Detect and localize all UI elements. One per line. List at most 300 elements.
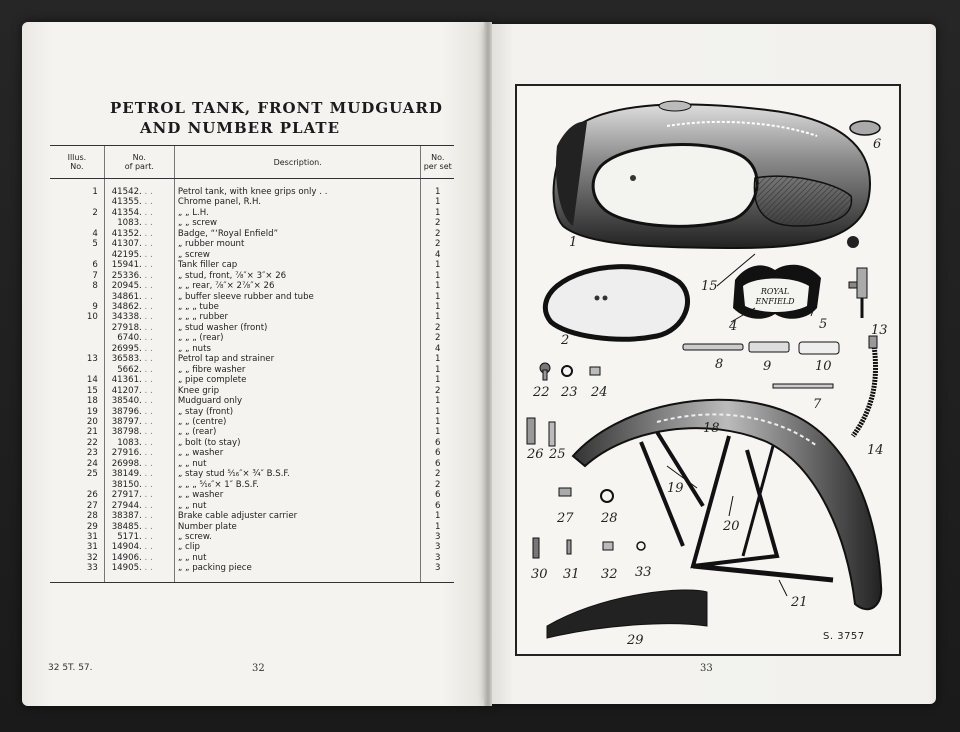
callout-label: 15 bbox=[701, 279, 718, 294]
part-no-cell: 27916. . . bbox=[104, 448, 174, 458]
part-no-cell: 38150. . . bbox=[104, 480, 174, 490]
illus-no-cell-value: 2 bbox=[92, 207, 98, 218]
per-set-cell-value: 1 bbox=[435, 281, 441, 292]
table-row bbox=[50, 511, 454, 521]
description-cell-value: „ „ nut bbox=[177, 458, 207, 469]
part-no-cell: 14904. . . bbox=[104, 542, 174, 552]
illus-no-cell-value: 22 bbox=[86, 437, 98, 448]
part-number-value: 34861. bbox=[111, 291, 142, 302]
description-cell bbox=[174, 522, 421, 532]
per-set-cell bbox=[421, 427, 454, 437]
callout-label: 4 bbox=[729, 319, 738, 334]
per-set-cell bbox=[421, 292, 454, 302]
per-set-cell bbox=[421, 281, 454, 291]
part-no-cell: 14906. . . bbox=[104, 553, 174, 563]
description-cell-value: „ „ screw bbox=[177, 218, 218, 229]
stud-front-drawing bbox=[683, 344, 743, 350]
description-cell bbox=[174, 480, 421, 490]
description-cell bbox=[174, 271, 421, 281]
petrol-tap-drawing bbox=[849, 268, 877, 436]
description-cell bbox=[174, 218, 421, 228]
per-set-cell bbox=[421, 490, 454, 500]
per-set-cell-value: 2 bbox=[435, 385, 441, 396]
per-set-cell bbox=[421, 396, 454, 406]
table-row bbox=[50, 281, 454, 291]
callout-label: 1 bbox=[569, 235, 578, 250]
number-plate-drawing bbox=[547, 590, 707, 638]
part-number-value: 14904. bbox=[111, 542, 142, 553]
per-set-cell-value: 6 bbox=[435, 490, 441, 501]
description-cell-value: „ „ rear, ⅞″× 2⅞″× 26 bbox=[177, 281, 275, 292]
col-header-part bbox=[104, 146, 174, 179]
illus-no-cell-value: 10 bbox=[86, 312, 98, 323]
part-no-cell: 34861. . . bbox=[104, 292, 174, 302]
part-number-value: 38150. bbox=[111, 479, 142, 490]
description-cell bbox=[174, 208, 421, 218]
table-row bbox=[50, 292, 454, 302]
illus-no-cell bbox=[50, 511, 104, 521]
per-set-cell bbox=[421, 448, 454, 458]
callout-label: 29 bbox=[627, 633, 644, 648]
per-set-cell-value: 6 bbox=[435, 458, 441, 469]
callout-label: 26 bbox=[527, 447, 544, 462]
per-set-cell-value: 6 bbox=[435, 448, 441, 459]
description-cell-value: Mudguard only bbox=[177, 396, 243, 407]
description-cell-value: „ stay stud ⁵⁄₁₆″× ¾″ B.S.F. bbox=[177, 469, 290, 480]
part-no-cell: 38149. . . bbox=[104, 469, 174, 479]
part-number-value: 1083. bbox=[117, 437, 142, 448]
description-cell-value: Badge, “‘Royal Enfield” bbox=[177, 228, 279, 239]
description-cell bbox=[174, 354, 421, 364]
per-set-cell-value: 2 bbox=[435, 239, 441, 250]
title-line: AND NUMBER PLATE bbox=[139, 119, 340, 137]
description-cell bbox=[174, 197, 421, 207]
callout-label: 6 bbox=[873, 137, 882, 152]
per-set-cell bbox=[421, 480, 454, 490]
callout-label: 30 bbox=[531, 567, 548, 582]
illus-no-cell-value: 14 bbox=[86, 375, 98, 386]
table-row bbox=[50, 302, 454, 312]
description-cell-value: „ buffer sleeve rubber and tube bbox=[177, 291, 314, 302]
callout-label: 18 bbox=[703, 421, 720, 436]
per-set-cell bbox=[421, 553, 454, 563]
illus-no-cell-value: 7 bbox=[92, 270, 98, 281]
illus-no-cell bbox=[50, 218, 104, 228]
description-cell bbox=[174, 323, 421, 333]
per-set-cell-value: 3 bbox=[435, 552, 441, 563]
table-row bbox=[50, 542, 454, 552]
part-number-value: 38798. bbox=[111, 427, 142, 438]
table-row bbox=[50, 553, 454, 563]
part-no-cell: 41207. . . bbox=[104, 386, 174, 396]
part-no-cell: 38485. . . bbox=[104, 522, 174, 532]
badge-text-enfield: ENFIELD bbox=[755, 297, 795, 306]
part-no-cell: 38387. . . bbox=[104, 511, 174, 521]
col-header-line: No. bbox=[431, 153, 445, 162]
per-set-cell-value: 1 bbox=[435, 291, 441, 302]
part-no-cell: 34862. . . bbox=[104, 302, 174, 312]
part-number-value: 1083. bbox=[117, 218, 142, 229]
illus-no-cell-value: 15 bbox=[86, 385, 98, 396]
illus-no-cell-value: 23 bbox=[86, 448, 98, 459]
illus-no-cell bbox=[50, 302, 104, 312]
description-cell bbox=[174, 459, 421, 469]
illus-no-cell-value: 32 bbox=[86, 552, 98, 563]
per-set-cell bbox=[421, 333, 454, 343]
book-gutter bbox=[484, 22, 492, 706]
callout-label: 22 bbox=[533, 385, 550, 400]
front-mudguard-drawing bbox=[573, 400, 881, 609]
description-cell-value: „ „ „ tube bbox=[177, 301, 219, 312]
description-cell bbox=[174, 490, 421, 500]
per-set-cell bbox=[421, 208, 454, 218]
table-row bbox=[50, 323, 454, 333]
illus-no-cell bbox=[50, 365, 104, 375]
illus-no-cell bbox=[50, 281, 104, 291]
description-cell-value: „ bolt (to stay) bbox=[177, 437, 241, 448]
part-number-value: 14905. bbox=[111, 563, 142, 574]
per-set-cell-value: 4 bbox=[435, 249, 441, 260]
table-row bbox=[50, 344, 454, 354]
per-set-cell-value: 6 bbox=[435, 500, 441, 511]
per-set-cell-value: 1 bbox=[435, 375, 441, 386]
illus-no-cell bbox=[50, 438, 104, 448]
col-header-line: No. bbox=[70, 162, 84, 171]
part-number-value: 26995. bbox=[111, 343, 142, 354]
chrome-panel-drawing bbox=[545, 267, 687, 340]
per-set-cell-value: 3 bbox=[435, 563, 441, 574]
table-row bbox=[50, 271, 454, 281]
illus-no-cell bbox=[50, 333, 104, 343]
description-cell-value: „ clip bbox=[177, 542, 200, 553]
table-row bbox=[50, 501, 454, 511]
buffer-rubber-drawing bbox=[799, 342, 839, 354]
illus-no-cell-value: 33 bbox=[86, 563, 98, 574]
per-set-cell-value: 1 bbox=[435, 511, 441, 522]
part-number-value: 41361. bbox=[111, 375, 142, 386]
per-set-cell bbox=[421, 218, 454, 228]
part-no-cell: 38540. . . bbox=[104, 396, 174, 406]
table-row bbox=[50, 365, 454, 375]
part-number-value: 41354. bbox=[111, 207, 142, 218]
part-no-cell: 34338. . . bbox=[104, 312, 174, 322]
description-cell-value: „ „ „ ⁵⁄₁₆″× 1″ B.S.F. bbox=[177, 479, 259, 490]
part-no-cell: 41361. . . bbox=[104, 375, 174, 385]
part-number-value: 34338. bbox=[111, 312, 142, 323]
per-set-cell-value: 1 bbox=[435, 197, 441, 208]
description-cell bbox=[174, 542, 421, 552]
description-cell bbox=[174, 407, 421, 417]
description-cell bbox=[174, 511, 421, 521]
description-cell bbox=[174, 438, 421, 448]
part-no-cell: 1083. . . bbox=[104, 438, 174, 448]
badge-text-royal: ROYAL bbox=[760, 287, 790, 296]
callout-label: 19 bbox=[667, 481, 684, 496]
buffer-tube-drawing bbox=[749, 342, 789, 352]
part-no-cell: 38796. . . bbox=[104, 407, 174, 417]
part-no-cell: 14905. . . bbox=[104, 563, 174, 582]
part-number-value: 26998. bbox=[111, 458, 142, 469]
table-row bbox=[50, 229, 454, 239]
illus-no-cell bbox=[50, 532, 104, 542]
per-set-cell-value: 3 bbox=[435, 542, 441, 553]
description-cell bbox=[174, 427, 421, 437]
illus-no-cell-value: 20 bbox=[86, 416, 98, 427]
table-row bbox=[50, 459, 454, 469]
col-header-description: Description. bbox=[174, 146, 421, 179]
part-no-cell: 5171. . . bbox=[104, 532, 174, 542]
description-cell-value: „ „ nuts bbox=[177, 343, 211, 354]
description-cell-value: Petrol tap and strainer bbox=[177, 354, 275, 365]
per-set-cell bbox=[421, 302, 454, 312]
callout-label: 8 bbox=[715, 357, 724, 372]
col-header-illus bbox=[50, 146, 104, 179]
illus-no-cell bbox=[50, 239, 104, 249]
table-row bbox=[50, 179, 454, 198]
part-number-value: 27916. bbox=[111, 448, 142, 459]
description-cell-value: „ „ washer bbox=[177, 490, 224, 501]
description-cell bbox=[174, 396, 421, 406]
col-header-line: No. bbox=[132, 153, 146, 162]
part-no-cell: 36583. . . bbox=[104, 354, 174, 364]
part-number-value: 38796. bbox=[111, 406, 142, 417]
callout-label: 5 bbox=[819, 317, 828, 332]
illus-no-cell bbox=[50, 448, 104, 458]
per-set-cell bbox=[421, 407, 454, 417]
per-set-cell bbox=[421, 511, 454, 521]
part-number-value: 41307. bbox=[111, 239, 142, 250]
illus-no-cell bbox=[50, 490, 104, 500]
table-row bbox=[50, 375, 454, 385]
per-set-cell bbox=[421, 438, 454, 448]
description-cell bbox=[174, 281, 421, 291]
callout-label: 7 bbox=[813, 397, 822, 412]
description-cell bbox=[174, 302, 421, 312]
title-line: PETROL TANK, FRONT MUDGUARD bbox=[110, 99, 443, 117]
description-cell-value: „ stud, front, ⅞″× 3″× 26 bbox=[177, 270, 287, 281]
per-set-cell-value: 1 bbox=[435, 270, 441, 281]
part-no-cell: 26995. . . bbox=[104, 344, 174, 354]
callout-label: 25 bbox=[549, 447, 566, 462]
per-set-cell-value: 1 bbox=[435, 187, 441, 197]
per-set-cell-value: 3 bbox=[435, 531, 441, 542]
description-cell-value: „ „ „ (rear) bbox=[177, 333, 224, 344]
illus-no-cell bbox=[50, 522, 104, 532]
part-number-value: 38387. bbox=[111, 511, 142, 522]
per-set-cell bbox=[421, 469, 454, 479]
illus-no-cell-value: 19 bbox=[86, 406, 98, 417]
table-header-row bbox=[50, 146, 454, 179]
per-set-cell-value: 2 bbox=[435, 479, 441, 490]
per-set-cell bbox=[421, 563, 454, 582]
description-cell bbox=[174, 229, 421, 239]
part-number-value: 38797. bbox=[111, 416, 142, 427]
per-set-cell bbox=[421, 522, 454, 532]
table-row bbox=[50, 480, 454, 490]
illus-no-cell-value: 4 bbox=[92, 228, 98, 239]
royal-enfield-badge-drawing bbox=[733, 265, 821, 319]
table-row bbox=[50, 354, 454, 364]
description-cell bbox=[174, 250, 421, 260]
per-set-cell-value: 2 bbox=[435, 469, 441, 480]
illus-no-cell bbox=[50, 292, 104, 302]
illus-no-cell bbox=[50, 427, 104, 437]
part-number-value: 25336. bbox=[111, 270, 142, 281]
col-header-line: of part. bbox=[124, 162, 154, 171]
description-cell-value: Brake cable adjuster carrier bbox=[177, 511, 298, 522]
illus-no-cell-value: 9 bbox=[92, 301, 98, 312]
part-no-cell: 41307. . . bbox=[104, 239, 174, 249]
description-cell-value: „ „ (centre) bbox=[177, 416, 227, 427]
callout-label: 20 bbox=[723, 519, 740, 534]
table-row bbox=[50, 250, 454, 260]
table-row bbox=[50, 522, 454, 532]
table-row bbox=[50, 197, 454, 207]
description-cell bbox=[174, 292, 421, 302]
illus-no-cell-value: 6 bbox=[92, 260, 98, 271]
illus-no-cell-value: 5 bbox=[92, 239, 98, 250]
page-number-left: 32 bbox=[252, 663, 265, 674]
table-row bbox=[50, 532, 454, 542]
per-set-cell bbox=[421, 417, 454, 427]
part-no-cell: 25336. . . bbox=[104, 271, 174, 281]
illus-no-cell bbox=[50, 197, 104, 207]
part-number-value: 5171. bbox=[117, 531, 142, 542]
per-set-cell bbox=[421, 542, 454, 552]
per-set-cell-value: 2 bbox=[435, 333, 441, 344]
description-cell bbox=[174, 333, 421, 343]
callout-label: 10 bbox=[815, 359, 832, 374]
page-title bbox=[110, 98, 443, 138]
description-cell bbox=[174, 448, 421, 458]
illus-no-cell-value: 21 bbox=[86, 427, 98, 438]
per-set-cell-value: 1 bbox=[435, 312, 441, 323]
table-row bbox=[50, 417, 454, 427]
per-set-cell-value: 1 bbox=[435, 427, 441, 438]
per-set-cell bbox=[421, 179, 454, 198]
callout-label: 9 bbox=[763, 359, 772, 374]
part-number-value: 15941. bbox=[111, 260, 142, 271]
callout-label: 32 bbox=[601, 567, 618, 582]
per-set-cell-value: 1 bbox=[435, 260, 441, 271]
callout-label: 28 bbox=[601, 511, 618, 526]
illus-no-cell-value: 26 bbox=[86, 490, 98, 501]
table-row bbox=[50, 427, 454, 437]
per-set-cell bbox=[421, 501, 454, 511]
description-cell-value: „ „ „ rubber bbox=[177, 312, 229, 323]
illus-no-cell bbox=[50, 250, 104, 260]
part-no-cell: 41542. . . bbox=[104, 179, 174, 198]
parts-table bbox=[50, 145, 454, 583]
part-no-cell: 5662. . . bbox=[104, 365, 174, 375]
part-no-cell: 38797. . . bbox=[104, 417, 174, 427]
part-number-value: 5662. bbox=[117, 364, 142, 375]
description-cell bbox=[174, 386, 421, 396]
description-cell-value: Knee grip bbox=[177, 385, 220, 396]
col-header-per-set bbox=[421, 146, 454, 179]
table-row bbox=[50, 239, 454, 249]
illus-no-cell-value: 27 bbox=[86, 500, 98, 511]
callout-label: 2 bbox=[561, 333, 570, 348]
part-number-value: 41355. bbox=[111, 197, 142, 208]
per-set-cell bbox=[421, 260, 454, 270]
part-number-value: 41207. bbox=[111, 385, 142, 396]
table-row bbox=[50, 448, 454, 458]
part-number-value: 36583. bbox=[111, 354, 142, 365]
per-set-cell bbox=[421, 354, 454, 364]
filler-cap-drawing bbox=[850, 121, 880, 135]
part-no-cell: 1083. . . bbox=[104, 218, 174, 228]
illus-no-cell bbox=[50, 501, 104, 511]
description-cell bbox=[174, 417, 421, 427]
illus-no-cell-value: 1 bbox=[92, 187, 98, 197]
figure-number: S. 3757 bbox=[823, 631, 865, 642]
description-cell bbox=[174, 532, 421, 542]
illus-no-cell bbox=[50, 396, 104, 406]
part-no-cell: 41355. . . bbox=[104, 197, 174, 207]
description-cell bbox=[174, 501, 421, 511]
callout-label: 14 bbox=[867, 443, 884, 458]
part-number-value: 27917. bbox=[111, 490, 142, 501]
description-cell bbox=[174, 260, 421, 270]
description-cell bbox=[174, 179, 421, 198]
part-number-value: 41352. bbox=[111, 228, 142, 239]
page-number-right: 33 bbox=[700, 663, 713, 674]
description-cell bbox=[174, 239, 421, 249]
per-set-cell-value: 1 bbox=[435, 301, 441, 312]
illus-no-cell bbox=[50, 229, 104, 239]
callout-label: 31 bbox=[563, 567, 580, 582]
illus-no-cell bbox=[50, 553, 104, 563]
callout-label: 33 bbox=[635, 565, 652, 580]
part-number-value: 34862. bbox=[111, 301, 142, 312]
per-set-cell bbox=[421, 365, 454, 375]
part-number-value: 38540. bbox=[111, 396, 142, 407]
table-row bbox=[50, 386, 454, 396]
per-set-cell bbox=[421, 239, 454, 249]
per-set-cell bbox=[421, 229, 454, 239]
description-cell-value: Tank filler cap bbox=[177, 260, 238, 271]
description-cell-value: „ „ L.H. bbox=[177, 207, 209, 218]
illus-no-cell-value: 13 bbox=[86, 354, 98, 365]
description-cell-value: „ „ nut bbox=[177, 500, 207, 511]
description-cell bbox=[174, 365, 421, 375]
part-no-cell: 26998. . . bbox=[104, 459, 174, 469]
part-number-value: 41542. bbox=[111, 187, 142, 197]
illus-no-cell bbox=[50, 179, 104, 198]
part-number-value: 6740. bbox=[117, 333, 142, 344]
per-set-cell bbox=[421, 197, 454, 207]
description-cell bbox=[174, 563, 421, 582]
per-set-cell bbox=[421, 375, 454, 385]
per-set-cell bbox=[421, 386, 454, 396]
description-cell-value: „ „ (rear) bbox=[177, 427, 217, 438]
table-row bbox=[50, 469, 454, 479]
description-cell-value: „ screw bbox=[177, 249, 210, 260]
illus-no-cell bbox=[50, 344, 104, 354]
table-row bbox=[50, 490, 454, 500]
description-cell-value: „ stud washer (front) bbox=[177, 322, 268, 333]
table-row bbox=[50, 438, 454, 448]
col-header-line: per set bbox=[423, 162, 452, 171]
illus-no-cell bbox=[50, 386, 104, 396]
part-no-cell: 38798. . . bbox=[104, 427, 174, 437]
description-cell-value: „ „ nut bbox=[177, 552, 207, 563]
illus-no-cell bbox=[50, 469, 104, 479]
table-row bbox=[50, 312, 454, 322]
illus-no-cell bbox=[50, 354, 104, 364]
illus-no-cell-value: 29 bbox=[86, 521, 98, 532]
